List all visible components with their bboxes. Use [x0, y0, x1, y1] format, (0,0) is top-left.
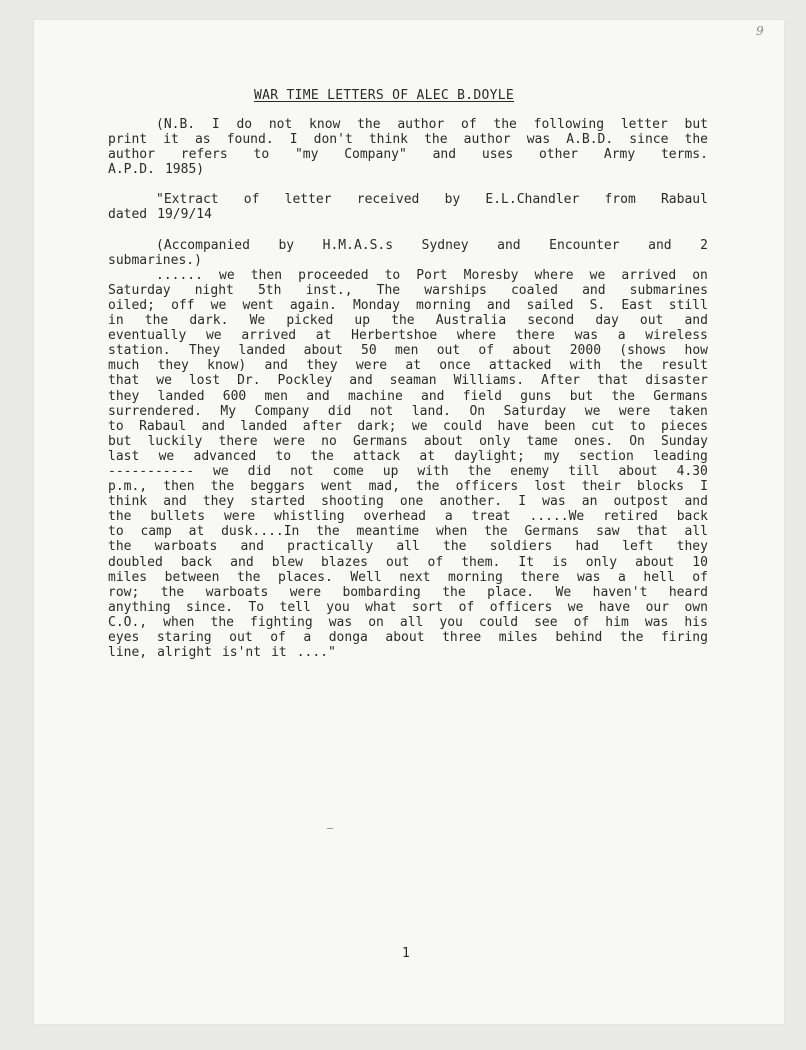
text-line: doubled back and blew blazes out of them. It is only about 10	[108, 554, 708, 570]
text-line: oiled; off we went again. Monday morning and sailed S. East still	[108, 297, 708, 313]
text-line: Saturday night 5th inst., The warships coaled and submarines	[108, 282, 708, 298]
text-line: to Rabaul and landed after dark; we could have been cut to pieces	[108, 418, 708, 434]
text-line: line, alright is'nt it ...."	[108, 645, 336, 661]
text-line: ...... we then proceeded to Port Moresby where we arrived on	[156, 267, 708, 283]
paragraph	[108, 117, 708, 177]
text-line: (N.B. I do not know the author of the following letter but	[156, 117, 708, 132]
paragraph	[108, 238, 708, 268]
text-line: row; the warboats were bombarding the place. We haven't heard	[108, 584, 708, 600]
text-line: dated 19/9/14	[108, 207, 212, 223]
text-line: last we advanced to the attack at daylight; my section leading	[108, 448, 708, 464]
text-line: the bullets were whistling overhead a treat .....We retired back	[108, 509, 708, 525]
text-line: A.P.D. 1985)	[108, 162, 205, 178]
text-line: submarines.)	[108, 252, 202, 268]
text-line: that we lost Dr. Pockley and seaman Williams. After that disaster	[108, 373, 708, 389]
text-line: they landed 600 men and machine and field guns but the Germans	[108, 388, 708, 404]
text-line: anything since. To tell you what sort of officers we have our own	[108, 599, 708, 615]
paragraph	[108, 268, 708, 660]
text-line: author refers to "my Company" and uses other Army terms.	[108, 147, 708, 163]
text-line: much they know) and they were at once attacked with the result	[108, 358, 708, 374]
text-line: ----------- we did not come up with the enemy till about 4.30	[108, 463, 708, 479]
text-line: print it as found. I don't think the author was A.B.D. since the	[108, 132, 708, 148]
text-line: think and they started shooting one another. I was an outpost and	[108, 494, 708, 510]
text-line: "Extract of letter received by E.L.Chandler from Rabaul	[156, 192, 708, 208]
text-line: to camp at dusk....In the meantime when the Germans saw that all	[108, 524, 708, 540]
text-line: p.m., then the beggars went mad, the officers lost their blocks I	[108, 479, 708, 495]
text-line: eventually we arrived at Herbertshoe where there was a wireless	[108, 328, 708, 344]
text-line: miles between the places. Well next morning there was a hell of	[108, 569, 708, 585]
text-line: the warboats and practically all the soldiers had left they	[108, 539, 708, 555]
page-number: 1	[402, 946, 410, 961]
text-line: C.O., when the fighting was on all you could see of him was his	[108, 614, 708, 630]
document-title: WAR TIME LETTERS OF ALEC B.DOYLE	[254, 88, 515, 103]
text-line: eyes staring out of a donga about three miles behind the firing	[108, 630, 708, 645]
text-line: station. They landed about 50 men out of about 2000 (shows how	[108, 343, 708, 359]
letter-body	[108, 117, 708, 660]
corner-page-number: 9	[756, 24, 764, 38]
text-line: in the dark. We picked up the Australia second day out and	[108, 313, 708, 329]
text-line: surrendered. My Company did not land. On Saturday we were taken	[108, 403, 708, 419]
text-line: (Accompanied by H.M.A.S.s Sydney and Encounter and 2	[156, 237, 708, 253]
paragraph	[108, 192, 708, 222]
stray-mark	[327, 828, 333, 829]
text-line: but luckily there were no Germans about only tame ones. On Sunday	[108, 433, 708, 449]
